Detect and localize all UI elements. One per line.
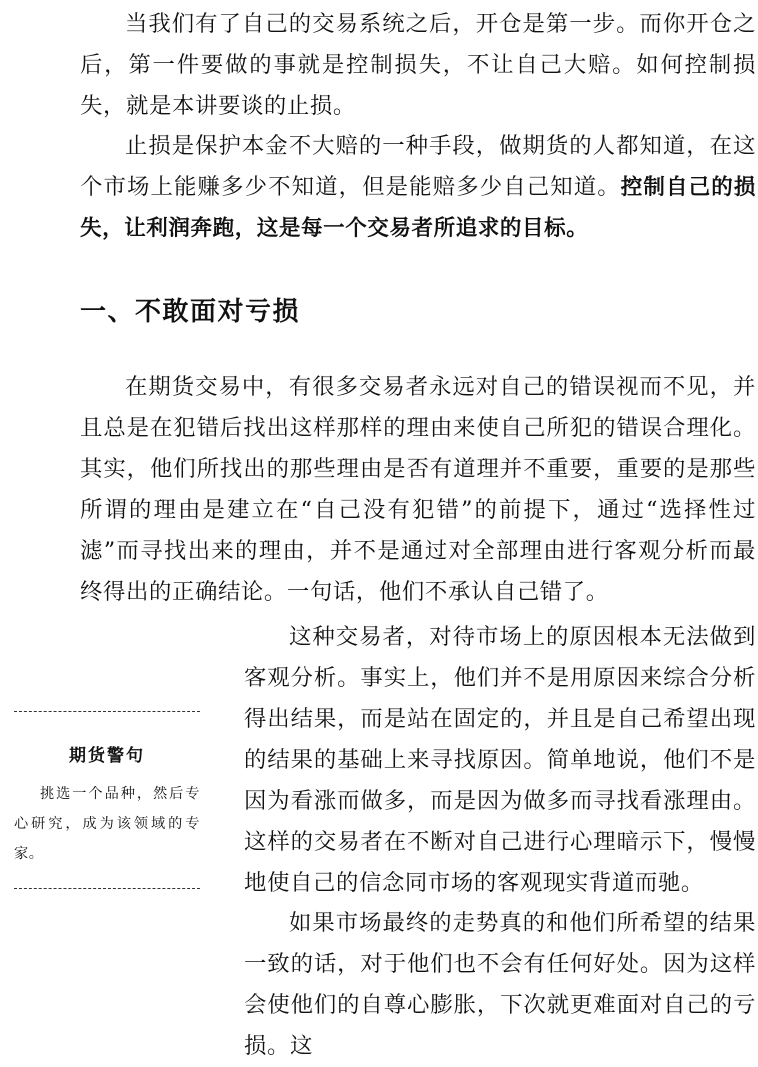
body-paragraph-1-text: 在期货交易中，有很多交易者永远对自己的错误视而不见，并且总是在犯错后找出这样那样的理由来使自己所犯的错误合理化。其实，他们所找出的那些理由是否有道理并不重要，重要的是那些所谓的理由是建立在“自己没有犯错”的前提下，通过“选择性过滤”而寻找出来的理由，并不是通过对全部理由进行客观分析而最终得出的正确结论。一句话，他们不承认自己错了。: [80, 374, 756, 605]
sidebar-quote-text: 挑选一个品种，然后专心研究，成为该领域的专家。: [14, 786, 200, 862]
intro-paragraph-text: 当我们有了自己的交易系统之后，开仓是第一步。而你开仓之后，第一件要做的事就是控制损失，不让自己大赔。如何控制损失，就是本讲要谈的止损。: [80, 11, 756, 119]
stop-loss-paragraph-text: 止损是保护本金不大赔的一种手段，做期货的人都知道，在这个市场上能赚多少不知道，但是能赔多少自己知道。: [80, 133, 756, 200]
stop-loss-paragraph: [80, 126, 756, 249]
body-paragraph-2-text: 这种交易者，对待市场上的原因根本无法做到客观分析。事实上，他们并不是用原因来综合分析得出结果，而是站在固定的，并且是自己希望出现的结果的基础上来寻找原因。简单地说，他们不是因为看涨而做多，而是因为做多而寻找看涨理由。这样的交易者在不断对自己进行心理暗示下，慢慢地使自己的信念同市场的客观现实背道而驰。: [244, 624, 756, 896]
body-paragraph-1: [80, 367, 756, 613]
sidebar-title: 期货警句: [69, 746, 145, 766]
sidebar-top-divider: [14, 711, 200, 712]
sidebar-quote-box: [14, 711, 200, 889]
body-paragraph-3-text: 如果市场最终的走势真的和他们所希望的结果一致的话，对于他们也不会有任何好处。因为这样会使他们的自尊心膨胀，下次就更难面对自己的亏损。这: [244, 910, 756, 1059]
intro-paragraph: [80, 4, 756, 127]
body-paragraph-3: [244, 903, 756, 1067]
section-heading: 一、不敢面对亏损: [80, 297, 301, 327]
stop-loss-emphasis: 控制自己的损失，让利润奔跑，这是每一个交易者所追求的目标。: [80, 175, 756, 241]
body-paragraph-2: [244, 617, 756, 904]
sidebar-bottom-divider: [14, 888, 200, 889]
